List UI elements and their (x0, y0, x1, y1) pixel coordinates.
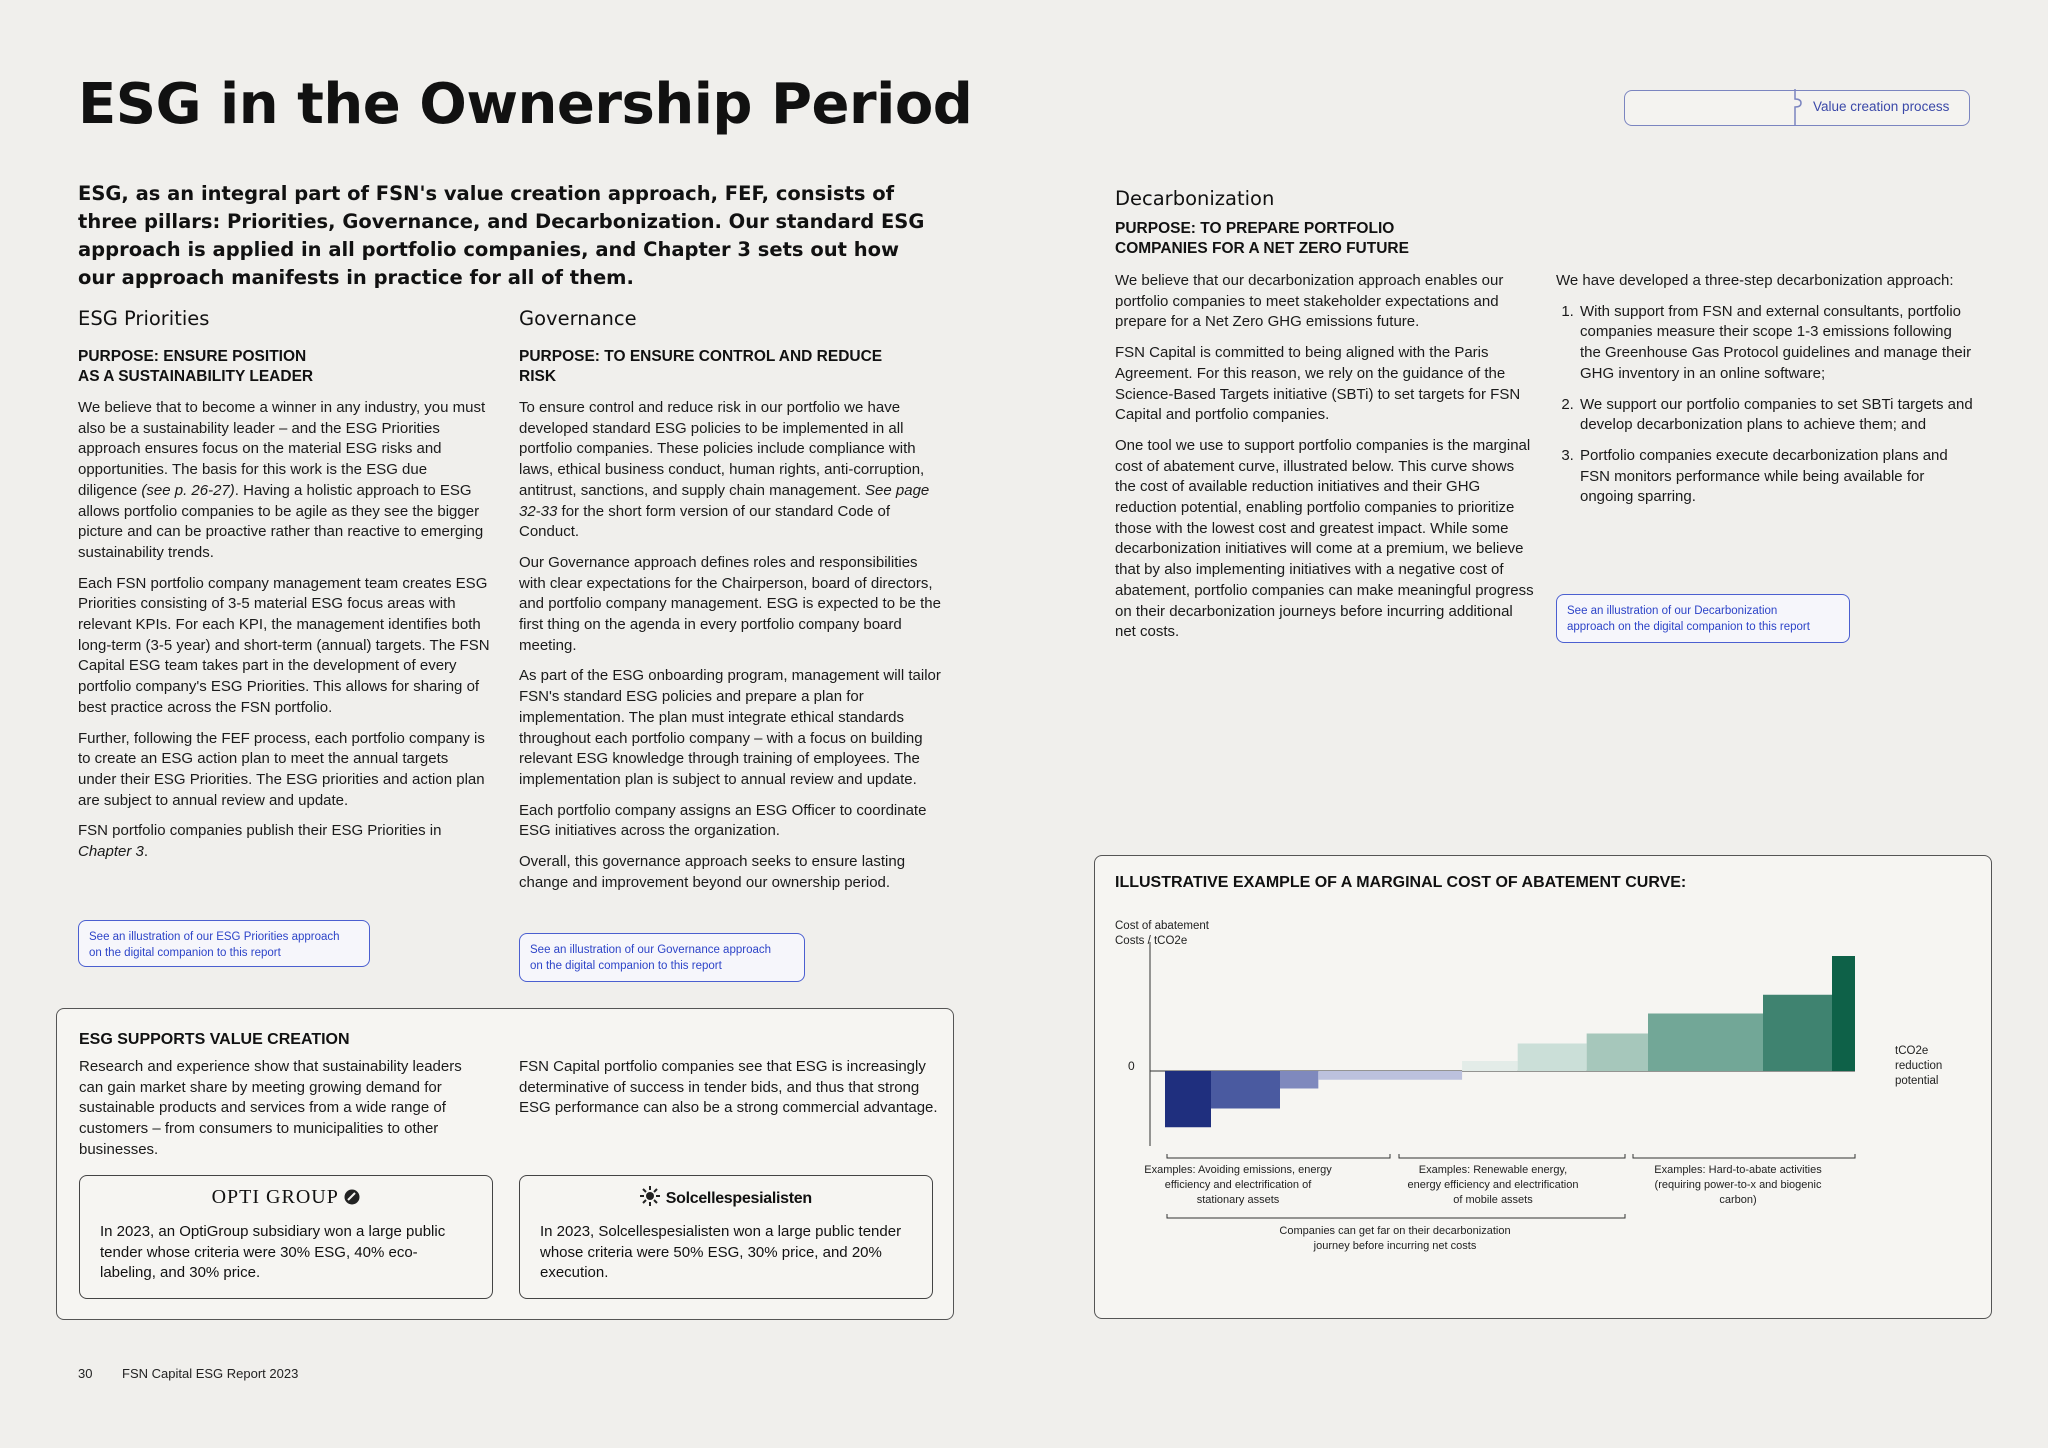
abatement-bar-2 (1211, 1071, 1280, 1109)
decarbonization-steps: We have developed a three-step decarbonization approach: 1. With support from FSN and external consultants, portfolio companies measure their scope 1-3 emissions following the Greenhouse Gas Protocol guidelines and manage their GHG inventory in an online software; 2. We support our portfolio companies to set SBTi targets and develop decarbonization plans to achieve them; and 3. Portfolio companies execute decarbonization plans and FSN monitors performance while being available for ongoing sparring. (1556, 271, 1976, 518)
abatement-bar-9 (1763, 995, 1832, 1071)
value-creation-process-nav[interactable] (1624, 90, 1970, 126)
decarbonization-steps-list (1556, 302, 1976, 508)
governance-link[interactable]: See an illustration of our Governance approach on the digital companion to this report (519, 933, 805, 982)
optigroup-case-text: In 2023, an OptiGroup subsidiary won a large public tender whose criteria were 30% ESG, 40% eco-labeling, and 30% price. (100, 1223, 446, 1282)
step-item: 1. With support from FSN and external consultants, portfolio companies measure their scope 1-3 emissions following the Greenhouse Gas Protocol guidelines and manage their GHG inventory in an online software; (1578, 302, 1976, 385)
sun-logo-icon (640, 1186, 660, 1206)
decarbonization-body: We believe that our decarbonization approach enables our portfolio companies to meet stakeholder expectations and prepare for a Net Zero GHG emissions future. FSN Capital is committed to being aligned with the Paris Agreement. For this reason, we rely on the guidance of the Science-Based Targets initiative (SBTi) to set targets for FSN Capital and portfolio companies. One tool we use to support portfolio companies is the marginal cost of abatement curve, illustrated below. This curve shows the cost of available reduction initiatives and their GHG reduction potential, enabling portfolio companies to prioritize those with the lowest cost and greatest impact. While some decarbonization initiatives will come at a premium, we believe that by also implementing initiatives with a negative cost of abatement, portfolio companies can make meaningful progress on their decarbonization journeys before incurring additional net costs. (1115, 272, 1534, 641)
esg-priorities-purpose: PURPOSE: ENSURE POSITION AS A SUSTAINABILITY LEADER (78, 348, 314, 385)
value-creation-right-text: FSN Capital portfolio companies see that ESG is increasingly determinative of success in tender bids, and thus that strong ESG performance can also be a strong commercial advantage. (519, 1058, 938, 1117)
abatement-bar-4 (1318, 1071, 1462, 1080)
group-3-label-line2: (requiring power-to-x and biogenic (1654, 1179, 1822, 1191)
solcellespesialisten-logo: Solcellespesialisten (520, 1186, 932, 1209)
group-1-label-line3: stationary assets (1196, 1194, 1280, 1206)
y-axis-label-line1: Cost of abatement (1115, 920, 1209, 932)
optigroup-logo: OPTI GROUP (80, 1186, 492, 1209)
abatement-chart (1095, 906, 1991, 1306)
group-2-label-line1: Examples: Renewable energy, (1418, 1164, 1568, 1176)
value-creation-title: ESG SUPPORTS VALUE CREATION (79, 1031, 350, 1048)
abatement-bar-5 (1462, 1061, 1518, 1071)
optigroup-case (79, 1175, 493, 1299)
group-3-label-line3: carbon) (1719, 1194, 1757, 1206)
zero-tick-label: 0 (1128, 1059, 1135, 1073)
step-item: 3. Portfolio companies execute decarbonization plans and FSN monitors performance while being available for ongoing sparring. (1578, 446, 1976, 508)
governance-purpose: PURPOSE: TO ENSURE CONTROL AND REDUCE RISK (519, 348, 883, 385)
esg-priorities-link[interactable]: See an illustration of our ESG Priorities approach on the digital companion to this report (78, 920, 370, 967)
step-item: 2. We support our portfolio companies to set SBTi targets and develop decarbonization plans to achieve them; and (1578, 395, 1976, 436)
x-axis-label-line1: tCO2e (1895, 1045, 1929, 1057)
chart-title: ILLUSTRATIVE EXAMPLE OF A MARGINAL COST OF ABATEMENT CURVE: (1115, 874, 1687, 891)
abatement-bar-6 (1518, 1044, 1587, 1072)
optigroup-logo-mark-icon (344, 1189, 360, 1205)
decarbonization-purpose: PURPOSE: TO PREPARE PORTFOLIO COMPANIES FOR A NET ZERO FUTURE (1115, 220, 1409, 257)
abatement-bar-1 (1165, 1071, 1211, 1127)
group-3-bracket (1633, 1154, 1855, 1158)
group-3-label-line1: Examples: Hard-to-abate activities (1654, 1164, 1822, 1176)
value-creation-left-text: Research and experience show that sustainability leaders can gain market share by meeting growing demand for sustainable products and services from a wide range of customers – from consumers to municipalities to other businesses. (79, 1058, 462, 1158)
x-axis-label-line2: reduction (1895, 1060, 1943, 1072)
page-title: ESG in the Ownership Period (78, 72, 973, 137)
puzzle-notch-icon (1793, 89, 1803, 125)
report-name: FSN Capital ESG Report 2023 (122, 1366, 299, 1381)
intro-paragraph: ESG, as an integral part of FSN's value creation approach, FEF, consists of three pillars: Priorities, Governance, and Decarbonization. Our standard ESG approach is applied in all portfolio companies, and Chapter 3 sets out how our approach manifests in practice for all of them. (78, 182, 925, 289)
solcellespesialisten-case-text: In 2023, Solcellespesialisten won a large public tender whose criteria were 50% ESG, 30% price, and 20% execution. (540, 1223, 902, 1282)
group-2-bracket (1399, 1154, 1625, 1158)
y-axis-label-line2: Costs / tCO2e (1115, 935, 1188, 947)
group-2-label-line3: of mobile assets (1453, 1194, 1533, 1206)
esg-priorities-body: We believe that to become a winner in any industry, you must also be a sustainability leader – and the ESG Priorities approach ensures focus on the material ESG risks and opportunities. The basis for this work is the ESG due diligence (see p. 26-27). Having a holistic approach to ESG allows portfolio companies to be agile as they see the bigger picture and can be proactive rather than reactive to emerging sustainability trends. Each FSN portfolio company management team creates ESG Priorities consisting of 3-5 material ESG focus areas with relevant KPIs. For each KPI, the management identifies both long-term (3-5 year) and short-term (annual) targets. The FSN Capital ESG team takes part in the development of every portfolio company's ESG Priorities. This allows for sharing of best practice across the FSN portfolio. Further, following the FEF process, each portfolio company is to create an ESG action plan to meet the annual targets under their ESG Priorities. The ESG priorities and action plan are subject to annual review and update. FSN portfolio companies publish their ESG Priorities in Chapter 3. (78, 399, 490, 861)
abatement-bar-7 (1587, 1034, 1648, 1072)
span-label-line1: Companies can get far on their decarbonization (1279, 1225, 1511, 1237)
group-1-label-line2: efficiency and electrification of (1164, 1179, 1312, 1191)
esg-priorities-heading: ESG Priorities (78, 307, 210, 330)
abatement-bar-8 (1648, 1014, 1763, 1072)
governance-body: To ensure control and reduce risk in our portfolio we have developed standard ESG policies to be implemented in all portfolio companies. These policies include compliance with laws, ethical business conduct, human rights, anti-corruption, antitrust, sanctions, and supply chain management. See page 32-33 for the short form version of our standard Code of Conduct. Our Governance approach defines roles and responsibilities with clear expectations for the Chairperson, board of directors, and portfolio company management. ESG is expected to be the first thing on the agenda in every portfolio company board meeting. As part of the ESG onboarding program, management will tailor FSN's standard ESG policies and prepare a plan for implementation. The plan must integrate ethical standards throughout each portfolio company – with a focus on building relevant ESG knowledge through training of employees. The implementation plan is subject to annual review and update. Each portfolio company assigns an ESG Officer to coordinate ESG initiatives across the organization. Overall, this governance approach seeks to ensure lasting change and improvement beyond our ownership period. (519, 399, 941, 891)
x-axis-label-line3: potential (1895, 1075, 1939, 1087)
page-number: 30 (78, 1366, 93, 1381)
governance-heading: Governance (519, 307, 637, 330)
group-2-label-line2: energy efficiency and electrification (1407, 1179, 1579, 1191)
value-creation-process-label[interactable]: Value creation process (1813, 99, 1950, 114)
abatement-bar-10 (1832, 956, 1855, 1071)
decarbonization-link[interactable]: See an illustration of our Decarbonization approach on the digital companion to this report (1556, 594, 1850, 643)
span-bracket (1167, 1214, 1625, 1218)
span-label-line2: journey before incurring net costs (1313, 1240, 1477, 1252)
group-1-label-line1: Examples: Avoiding emissions, energy (1144, 1164, 1332, 1176)
decarbonization-heading: Decarbonization (1115, 187, 1275, 210)
value-creation-panel (56, 1008, 954, 1320)
abatement-bar-3 (1280, 1071, 1318, 1089)
group-1-bracket (1167, 1154, 1390, 1158)
abatement-curve-panel (1094, 855, 1992, 1319)
solcellespesialisten-case (519, 1175, 933, 1299)
